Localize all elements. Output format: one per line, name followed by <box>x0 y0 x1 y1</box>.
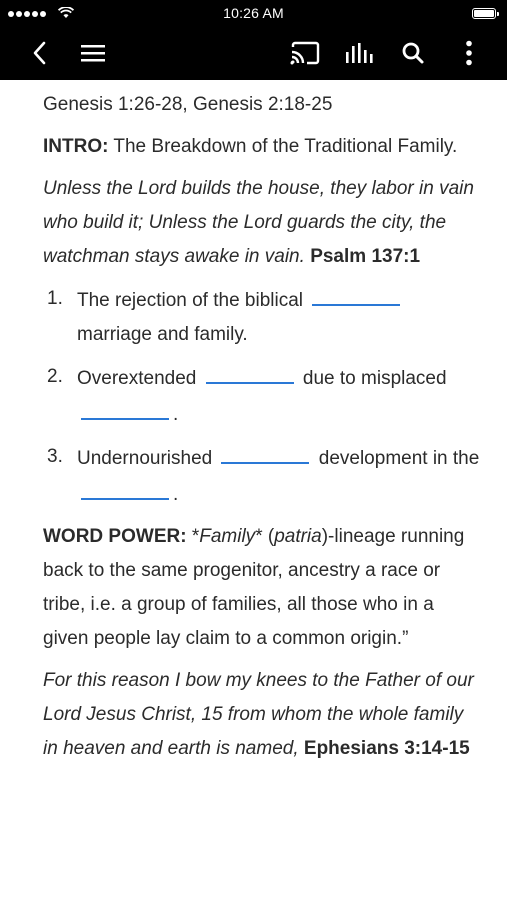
list-text: Undernourished <box>77 448 218 469</box>
quote-text: For this reason I bow my knees to the Father of our Lord Jesus Christ, 15 from whom the whole family in heaven and earth is named, <box>43 670 474 759</box>
list-text: . <box>173 404 179 425</box>
list-text: marriage and family. <box>77 324 248 345</box>
list-text: due to misplaced <box>297 368 447 389</box>
back-icon <box>32 41 46 65</box>
word-power-term: Family <box>199 526 256 547</box>
back-button[interactable] <box>22 36 56 70</box>
quote-reference: Ephesians 3:14-15 <box>303 738 470 759</box>
menu-button[interactable] <box>76 36 110 70</box>
blank-input[interactable] <box>81 476 169 500</box>
word-power-greek: patria <box>274 526 322 547</box>
word-power-text: )-lineage running back to the same progenitor, ancestry a race or tribe, i.e. a group of families, all those who in a given people lay claim to a common origin.” <box>43 526 465 649</box>
list-item <box>43 282 483 352</box>
quote-reference: Psalm 137:1 <box>310 246 421 267</box>
quote-text: Unless the Lord builds the house, they labor in vain who build it; Unless the Lord guards the city, the watchman stays awake in vain. <box>43 178 474 267</box>
status-bar <box>0 0 507 28</box>
search-icon <box>401 41 425 65</box>
audio-bars-icon <box>344 42 374 64</box>
more-vertical-icon <box>465 40 473 66</box>
list-text: Overextended <box>77 368 202 389</box>
word-power-paragraph <box>43 520 483 656</box>
cast-button[interactable] <box>288 36 322 70</box>
quote-ephesians <box>43 664 483 766</box>
menu-icon <box>80 43 106 63</box>
list-text: . <box>173 484 179 505</box>
sermon-notes <box>43 88 483 774</box>
fill-in-list <box>43 282 483 512</box>
battery-icon <box>472 8 499 19</box>
intro-text: The Breakdown of the Traditional Family. <box>108 136 458 157</box>
blank-input[interactable] <box>312 282 400 306</box>
more-button[interactable] <box>452 36 486 70</box>
blank-input[interactable] <box>206 360 294 384</box>
list-text: development in the <box>313 448 480 469</box>
word-power-text: * ( <box>255 526 275 547</box>
audio-button[interactable] <box>342 36 376 70</box>
word-power-text: * <box>186 526 200 547</box>
blank-input[interactable] <box>81 396 169 420</box>
list-item <box>43 360 483 432</box>
list-number: 1. <box>47 288 63 309</box>
list-number: 3. <box>47 446 63 467</box>
cast-icon <box>290 41 320 65</box>
list-item <box>43 440 483 512</box>
word-power-label: WORD POWER: <box>43 526 187 547</box>
blank-input[interactable] <box>221 440 309 464</box>
list-number: 2. <box>47 366 63 387</box>
scripture-reference: Genesis 1:26-28, Genesis 2:18-25 <box>43 94 333 115</box>
quote-psalm <box>43 172 483 274</box>
list-text: The rejection of the biblical <box>77 290 309 311</box>
nav-bar <box>0 28 507 78</box>
status-time: 10:26 AM <box>223 5 284 21</box>
search-button[interactable] <box>396 36 430 70</box>
top-bar <box>0 0 507 80</box>
intro-paragraph <box>43 130 483 164</box>
intro-label: INTRO: <box>43 136 109 157</box>
